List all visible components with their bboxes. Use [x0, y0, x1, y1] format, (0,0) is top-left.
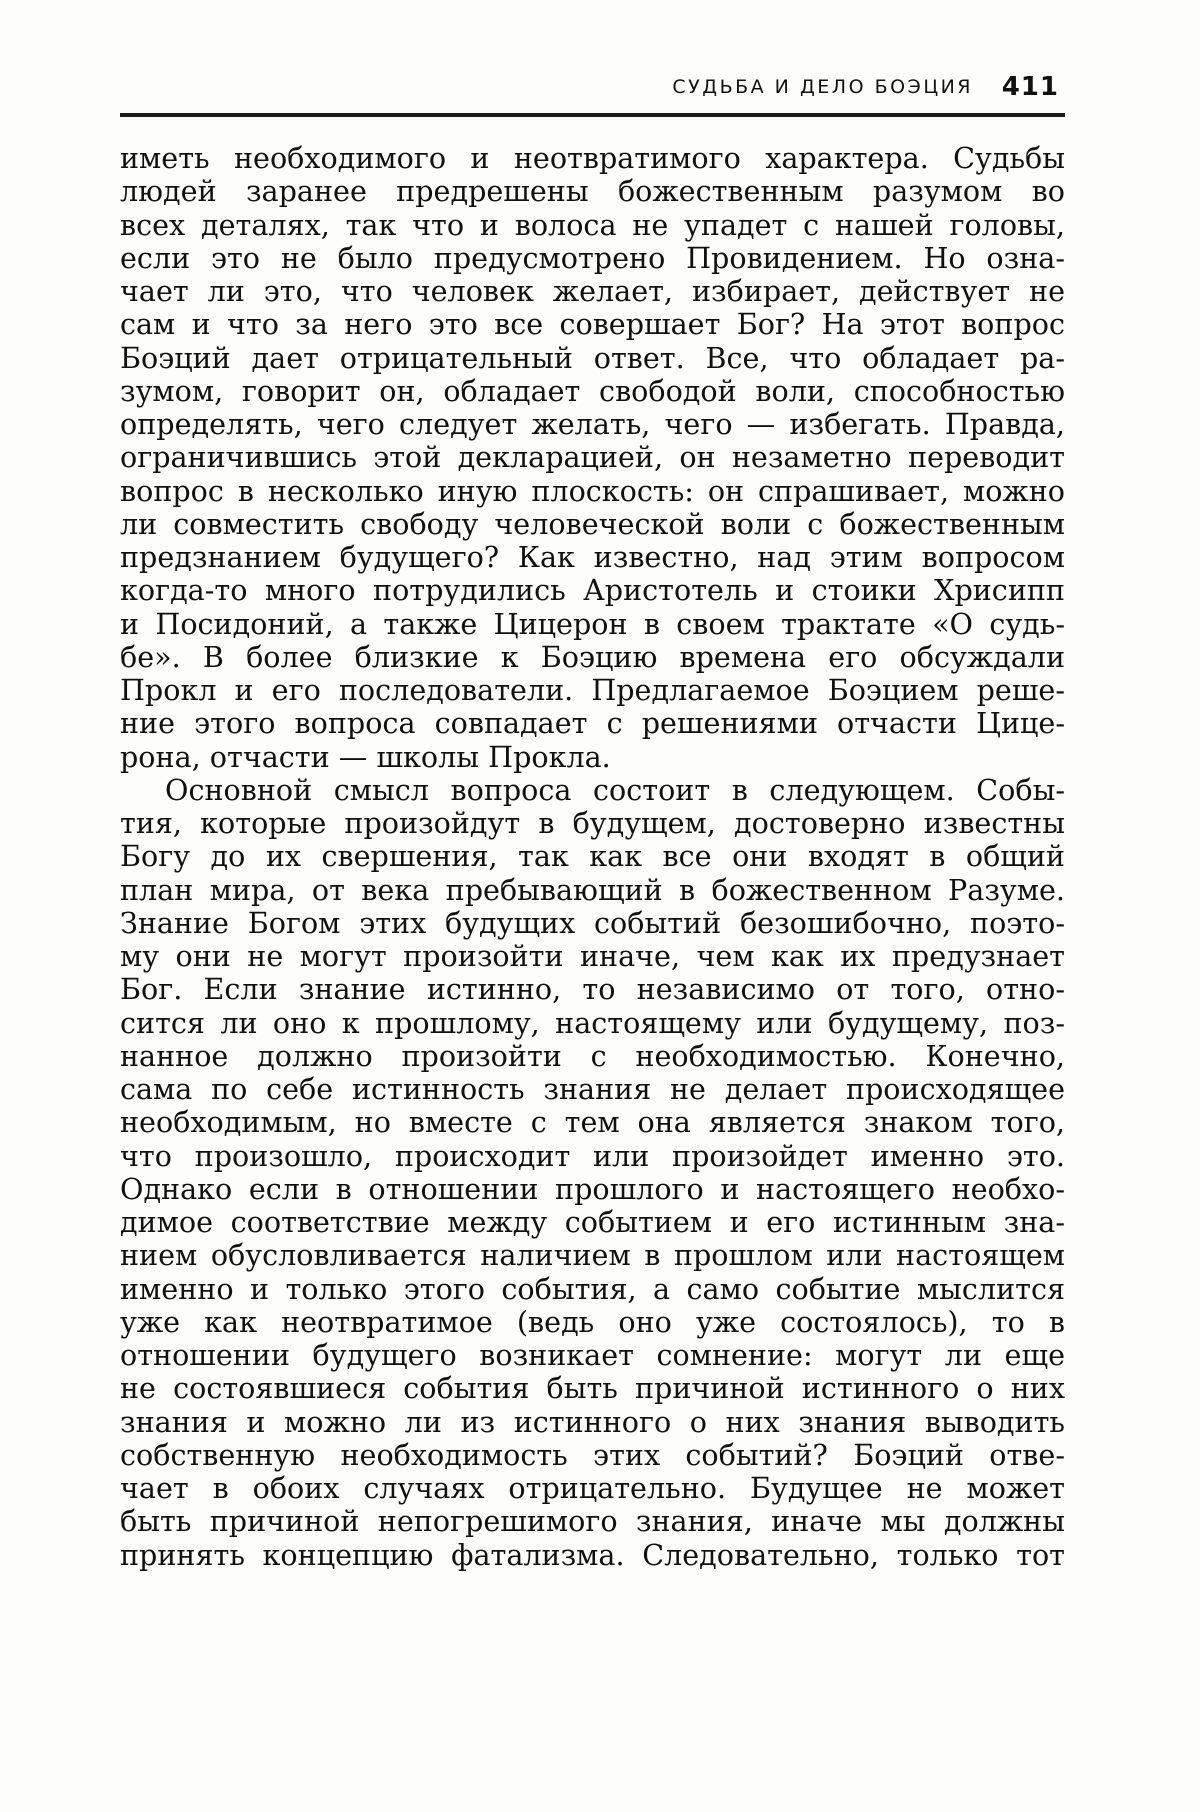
text-line: что произошло, происходит или произойдет именно это.	[120, 1139, 1065, 1173]
text-line: принять концепцию фатализма. Следовательно, только тот	[120, 1538, 1065, 1572]
text-line: всех деталях, так что и волоса не упадет с нашей головы,	[120, 208, 1065, 242]
text-line: ние этого вопроса совпадает с решениями отчасти Цице-	[120, 707, 1065, 741]
text-line: Однако если в отношении прошлого и настоящего необхо-	[120, 1172, 1065, 1206]
text-line: Прокл и его последователи. Предлагаемое Боэцием реше-	[120, 674, 1065, 707]
text-line: зумом, говорит он, обладает свободой воли, способностью	[120, 374, 1065, 408]
text-line: вопрос в несколько иную плоскость: он спрашивает, можно	[120, 474, 1065, 508]
text-line: тия, которые произойдут в будущем, достоверно известны	[120, 807, 1065, 840]
text-line: и Посидоний, а также Цицерон в своем трактате «О судь-	[120, 607, 1065, 641]
text-line: ли совместить свободу человеческой воли с божественным	[120, 507, 1065, 541]
text-line: отношении будущего возникает сомнение: могут ли еще	[120, 1339, 1065, 1372]
text-line: когда-то много потрудились Аристотель и стоики Хрисипп	[120, 574, 1065, 608]
text-line: сам и что за него это все совершает Бог? На этот вопрос	[120, 308, 1065, 342]
text-line: определять, чего следует желать, чего — избегать. Правда,	[120, 408, 1065, 441]
text-line: собственную необходимость этих событий? Боэций отве-	[120, 1438, 1065, 1472]
text-line: сится ли оно к прошлому, настоящему или будущему, поз-	[120, 1006, 1065, 1040]
text-line: Бог. Если знание истинно, то независимо от того, отно-	[120, 973, 1065, 1007]
paragraph-1	[120, 142, 1065, 774]
text-line: знания и можно ли из истинного о них знания выводить	[120, 1405, 1065, 1439]
text-line: чает в обоих случаях отрицательно. Будущее не может	[120, 1472, 1065, 1505]
text-line: нанное должно произойти с необходимостью. Конечно,	[120, 1039, 1065, 1073]
text-line: чает ли это, что человек желает, избирает, действует не	[120, 275, 1065, 308]
text-line: не состоявшиеся события быть причиной истинного о них	[120, 1372, 1065, 1406]
text-line: необходимым, но вместе с тем она является знаком того,	[120, 1106, 1065, 1140]
text-line: если это не было предусмотрено Провидением. Но озна-	[120, 241, 1065, 275]
body-text	[120, 142, 1065, 1572]
text-line: Основной смысл вопроса состоит в следующем. Собы-	[165, 773, 1065, 807]
running-title: СУДЬБА И ДЕЛО БОЭЦИЯ	[672, 76, 973, 98]
text-line: ограничившись этой декларацией, он незаметно переводит	[120, 441, 1065, 475]
text-line: Боэций дает отрицательный ответ. Все, что обладает ра-	[120, 341, 1065, 375]
text-line: людей заранее предрешены божественным разумом во	[120, 175, 1065, 209]
text-line: бе». В более близкие к Боэцию времена его обсуждали	[120, 640, 1065, 674]
text-line: быть причиной непогрешимого знания, иначе мы должны	[120, 1505, 1065, 1539]
text-line: нием обусловливается наличием в прошлом или настоящем	[120, 1239, 1065, 1273]
text-line: иметь необходимого и неотвратимого характера. Судьбы	[120, 142, 1065, 175]
text-line: сама по себе истинность знания не делает происходящее	[120, 1073, 1065, 1106]
text-line: план мира, от века пребывающий в божественном Разуме.	[120, 873, 1065, 907]
text-line: Знание Богом этих будущих событий безошибочно, поэто-	[120, 906, 1065, 940]
text-line: димое соответствие между событием и его истинным зна-	[120, 1206, 1065, 1239]
text-line: Богу до их свершения, так как все они входят в общий	[120, 840, 1065, 874]
text-line: именно и только этого события, а само событие мыслится	[120, 1272, 1065, 1306]
page-number: 411	[1001, 72, 1059, 102]
text-line: му они не могут произойти иначе, чем как их предузнает	[120, 940, 1065, 973]
text-line: рона, отчасти — школы Прокла.	[120, 740, 611, 774]
running-head	[122, 72, 1065, 108]
text-line: предзнанием будущего? Как известно, над этим вопросом	[120, 541, 1065, 574]
paragraph-2	[120, 774, 1065, 1572]
text-line: уже как неотвратимое (ведь оно уже состоялось), то в	[120, 1305, 1065, 1339]
header-rule	[120, 113, 1065, 117]
